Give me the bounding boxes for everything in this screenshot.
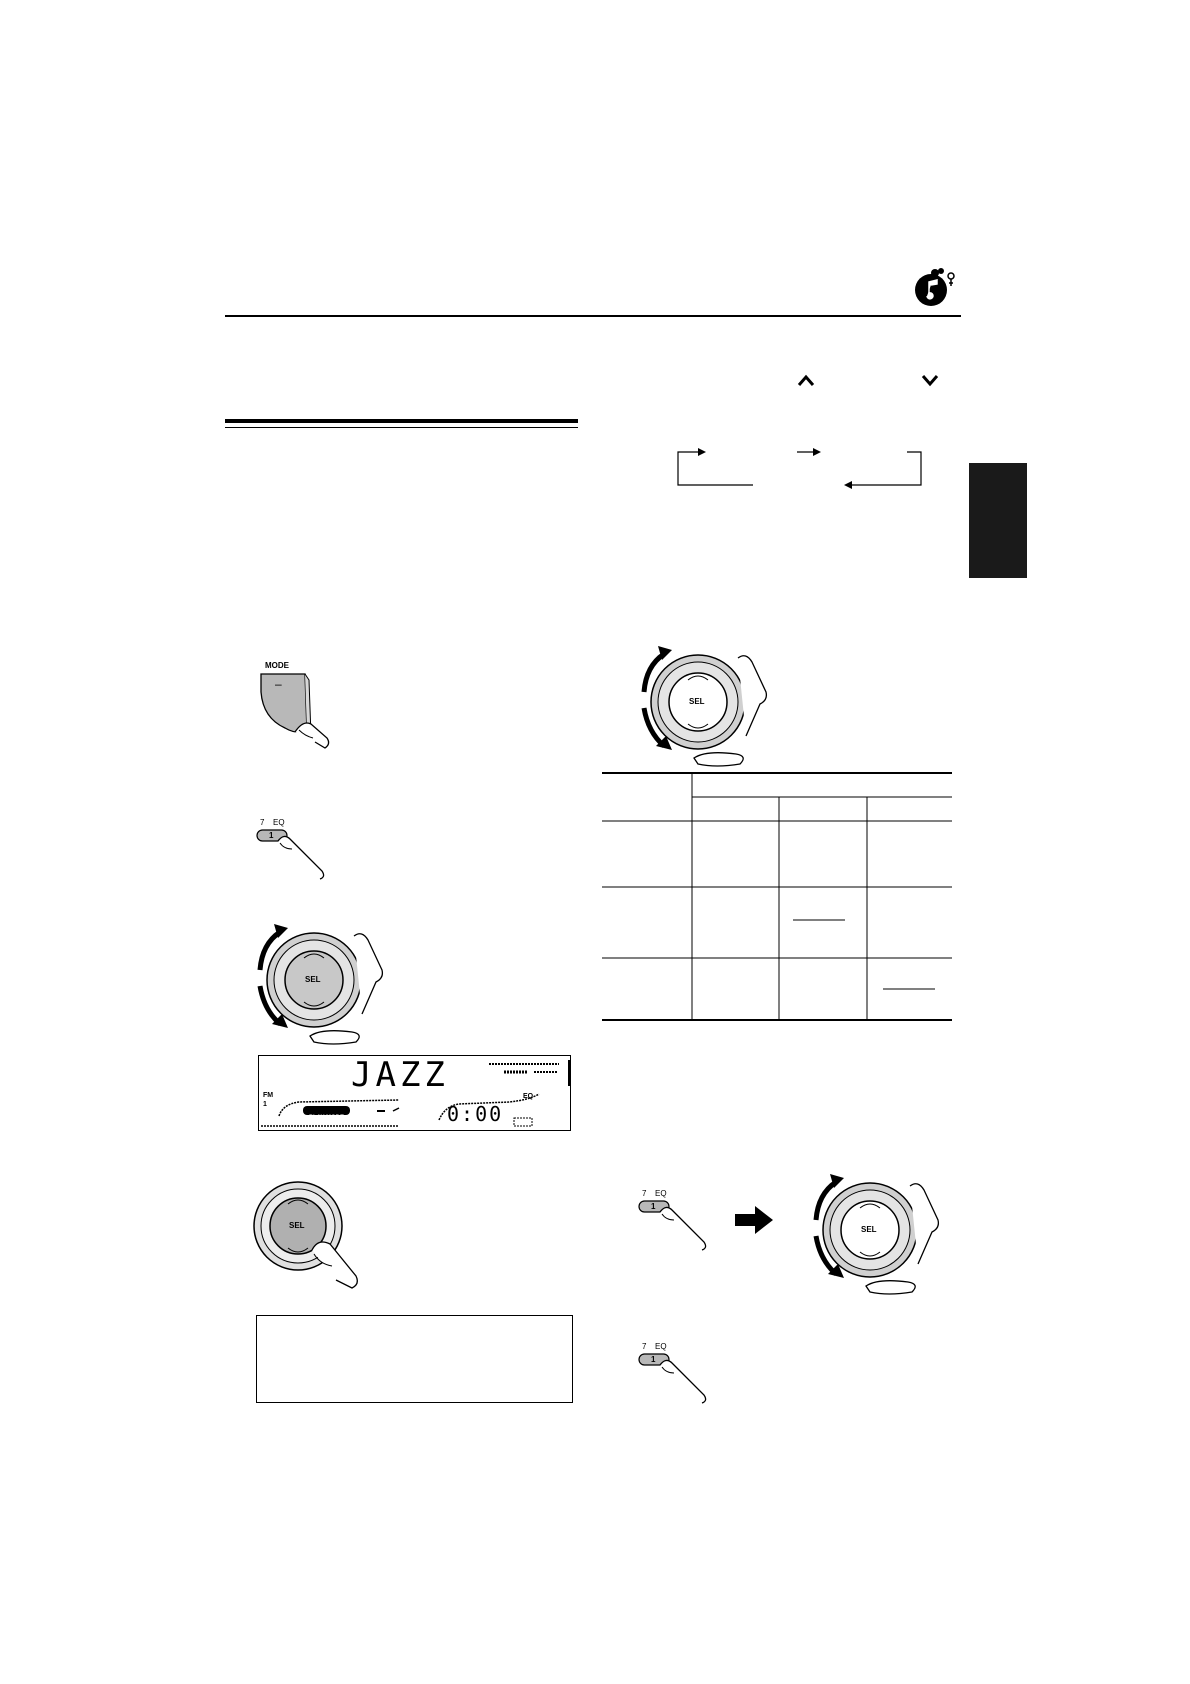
lcd-eq-indicator: EQ — [523, 1093, 534, 1100]
eq-button-label: EQ — [273, 818, 285, 827]
eq-button-preset: 1 — [269, 831, 274, 840]
eq-button-right-label: EQ — [655, 1189, 667, 1198]
header-rule — [225, 315, 961, 317]
lcd-preset: 1 — [263, 1101, 267, 1108]
eq-button-bottom-number: 7 — [642, 1342, 647, 1351]
eq-settings-table — [602, 772, 952, 1022]
next-step-arrow-icon — [735, 1206, 773, 1234]
sel-dial-bottom-label: SEL — [861, 1225, 877, 1234]
sel-dial-rotate[interactable] — [252, 918, 392, 1046]
eq-button-right[interactable] — [638, 1190, 710, 1250]
lcd-band: FM — [263, 1092, 274, 1099]
sel-dial-rotate-bottom[interactable] — [808, 1168, 948, 1296]
eq-button-bottom[interactable] — [638, 1343, 710, 1403]
sound-note-icon — [913, 266, 957, 306]
section-rule-thin — [225, 427, 578, 428]
eq-button-right-number: 7 — [642, 1189, 647, 1198]
sel-dial-rotate-right[interactable] — [636, 640, 776, 768]
eq-button-bottom-label: EQ — [655, 1342, 667, 1351]
language-side-tab — [969, 463, 1027, 578]
cycle-diagram — [670, 443, 930, 488]
mode-button-minus: – — [275, 677, 282, 691]
lcd-display — [258, 1055, 571, 1131]
note-box — [256, 1315, 573, 1403]
lcd-play-mode: PLAY MODE — [303, 1106, 350, 1115]
lcd-main-text: JAZZ — [351, 1055, 449, 1095]
caret-down-icon — [920, 373, 940, 387]
sel-dial-right-label: SEL — [689, 697, 705, 706]
mode-button[interactable] — [255, 662, 335, 750]
sel-dial-label: SEL — [305, 975, 321, 984]
eq-button-bottom-preset: 1 — [651, 1355, 656, 1364]
caret-up-icon — [796, 373, 816, 387]
lcd-digits: 0:00 — [447, 1102, 504, 1126]
eq-button[interactable] — [256, 819, 328, 879]
eq-button-right-preset: 1 — [651, 1202, 656, 1211]
eq-button-number: 7 — [260, 818, 265, 827]
mode-button-label: MODE — [265, 661, 289, 670]
sel-dial-press[interactable] — [252, 1180, 362, 1292]
sel-dial-press-label: SEL — [289, 1221, 305, 1230]
section-rule-thick — [225, 419, 578, 423]
